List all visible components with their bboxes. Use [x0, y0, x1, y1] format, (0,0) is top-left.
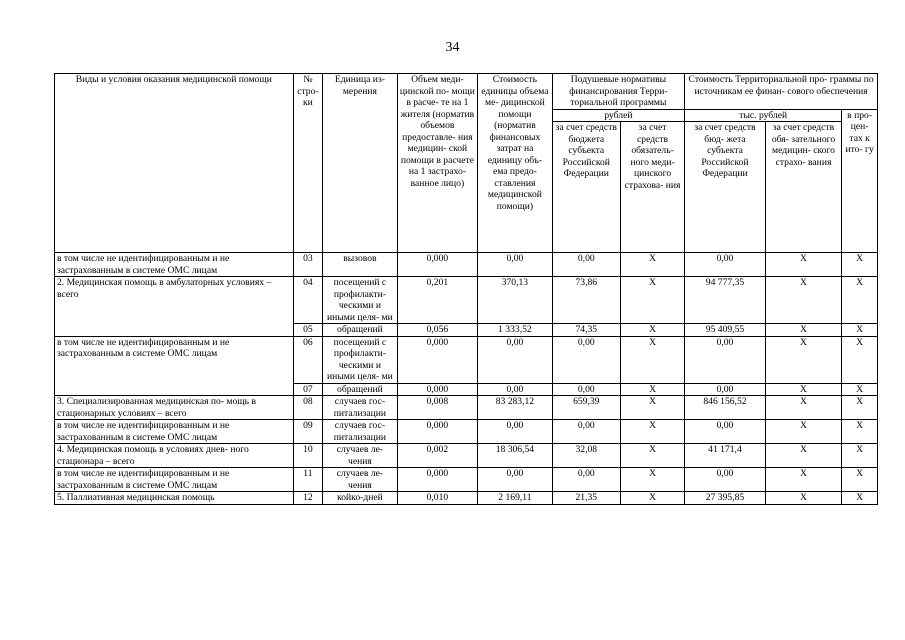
- table-row: [55, 444, 878, 468]
- header-budget: за счет средств бюджета субъекта Российской Федерации: [552, 122, 620, 253]
- cell-percent: X: [842, 277, 878, 324]
- cell-per-capita-oms: X: [620, 253, 684, 277]
- cell-cost-oms: X: [765, 383, 841, 396]
- cell-volume: 0,056: [397, 324, 478, 337]
- cell-cost-budget: 0,00: [685, 468, 766, 492]
- header-thousand-rubles: тыс. рублей: [685, 109, 842, 122]
- cell-cost-per-unit: 18 306,54: [478, 444, 552, 468]
- cell-volume: 0,002: [397, 444, 478, 468]
- cell-cost-per-unit: 0,00: [478, 383, 552, 396]
- cell-per-capita-oms: X: [620, 444, 684, 468]
- header-budget-thousand: за счет средств бюд- жета субъекта Российской Федерации: [685, 122, 766, 253]
- cell-cost-budget: 0,00: [685, 336, 766, 383]
- header-oms-thousand: за счет средств обя- зательного медицин- ского страхо- вания: [765, 122, 841, 253]
- cell-per-capita-budget: 0,00: [552, 420, 620, 444]
- cell-cost-oms: X: [765, 492, 841, 505]
- cell-line-no: 08: [293, 396, 323, 420]
- cell-cost-budget: 0,00: [685, 383, 766, 396]
- cell-cost-per-unit: 1 333,52: [478, 324, 552, 337]
- cell-per-capita-oms: X: [620, 277, 684, 324]
- cell-care-type: 5. Паллиативная медицинская помощь: [55, 492, 294, 505]
- cell-line-no: 03: [293, 253, 323, 277]
- cell-cost-oms: X: [765, 468, 841, 492]
- table-row: [55, 420, 878, 444]
- cell-unit: обращений: [323, 324, 397, 337]
- page-number: 34: [445, 40, 460, 55]
- cell-unit: вызовов: [323, 253, 397, 277]
- header-cost-per-unit: Стоимость единицы объема ме- дицинской помощи (норматив финансовых затрат на единицу объ- ема предо- ставления медицинской помощи): [478, 74, 552, 253]
- cell-line-no: 07: [293, 383, 323, 396]
- cell-line-no: 10: [293, 444, 323, 468]
- header-rubles: рублей: [552, 109, 685, 122]
- cell-volume: 0,000: [397, 383, 478, 396]
- cell-percent: X: [842, 324, 878, 337]
- cell-percent: X: [842, 396, 878, 420]
- header-volume: Объем меди- цинской по- мощи в расче- те на 1 жителя (норматив объемов предоставле- ния медицин- ской помощи в расчете на 1 застрахо- ванное лицо): [397, 74, 478, 253]
- table-row: [55, 396, 878, 420]
- cell-per-capita-budget: 0,00: [552, 468, 620, 492]
- cell-percent: X: [842, 336, 878, 383]
- cell-cost-budget: 95 409,55: [685, 324, 766, 337]
- cell-per-capita-oms: X: [620, 468, 684, 492]
- cell-care-type: в том числе не идентифицированным и не застрахованным в системе ОМС лицам: [55, 336, 294, 396]
- cell-care-type: 3. Специализированная медицинская по- мощь в стационарных условиях – всего: [55, 396, 294, 420]
- cell-per-capita-budget: 32,08: [552, 444, 620, 468]
- cell-care-type: 2. Медицинская помощь в амбулаторных условиях – всего: [55, 277, 294, 337]
- cell-care-type: в том числе не идентифицированным и не застрахованным в системе ОМС лицам: [55, 253, 294, 277]
- cell-cost-oms: X: [765, 277, 841, 324]
- cell-line-no: 04: [293, 277, 323, 324]
- cell-line-no: 12: [293, 492, 323, 505]
- cell-cost-per-unit: 0,00: [478, 420, 552, 444]
- cell-cost-oms: X: [765, 420, 841, 444]
- cell-per-capita-oms: X: [620, 492, 684, 505]
- table-row: [55, 336, 878, 383]
- cell-line-no: 09: [293, 420, 323, 444]
- cell-unit: койко-дней: [323, 492, 397, 505]
- header-program-cost: Стоимость Территориальной про- граммы по источникам ее финан- сового обеспечения: [685, 74, 878, 110]
- cell-per-capita-budget: 73,86: [552, 277, 620, 324]
- header-type: Виды и условия оказания медицинской помощи: [55, 74, 294, 253]
- cell-per-capita-budget: 74,35: [552, 324, 620, 337]
- cell-volume: 0,000: [397, 253, 478, 277]
- header-oms: за счет средств обязатель- ного меди- цинского страхова- ния: [620, 122, 684, 253]
- cell-line-no: 05: [293, 324, 323, 337]
- cell-unit: обращений: [323, 383, 397, 396]
- cell-unit: посещений с профилакти- ческими и иными целя- ми: [323, 336, 397, 383]
- cell-per-capita-budget: 659,39: [552, 396, 620, 420]
- cell-unit: посещений с профилакти- ческими и иными целя- ми: [323, 277, 397, 324]
- cell-cost-budget: 94 777,35: [685, 277, 766, 324]
- cell-care-type: 4. Медицинская помощь в условиях днев- ного стационара – всего: [55, 444, 294, 468]
- table-row: [55, 253, 878, 277]
- cell-cost-per-unit: 83 283,12: [478, 396, 552, 420]
- cell-cost-per-unit: 370,13: [478, 277, 552, 324]
- cell-percent: X: [842, 420, 878, 444]
- cell-line-no: 11: [293, 468, 323, 492]
- table-row: [55, 468, 878, 492]
- cell-per-capita-budget: 21,35: [552, 492, 620, 505]
- cell-per-capita-budget: 0,00: [552, 253, 620, 277]
- cell-unit: случаев ле- чения: [323, 444, 397, 468]
- cell-per-capita-oms: X: [620, 420, 684, 444]
- cell-per-capita-budget: 0,00: [552, 383, 620, 396]
- cell-cost-per-unit: 2 169,11: [478, 492, 552, 505]
- cell-unit: случаев ле- чения: [323, 468, 397, 492]
- cell-percent: X: [842, 468, 878, 492]
- cell-unit: случаев гос- питализации: [323, 420, 397, 444]
- cell-per-capita-oms: X: [620, 324, 684, 337]
- table-row: [55, 492, 878, 505]
- header-unit: Единица из- мерения: [323, 74, 397, 253]
- cell-cost-budget: 846 156,52: [685, 396, 766, 420]
- cell-volume: 0,000: [397, 468, 478, 492]
- cell-percent: X: [842, 444, 878, 468]
- table-row: [55, 277, 878, 324]
- header-per-capita: Подушевые нормативы финансирования Терри- ториальной программы: [552, 74, 685, 110]
- cell-volume: 0,201: [397, 277, 478, 324]
- cell-cost-budget: 0,00: [685, 420, 766, 444]
- cell-cost-per-unit: 0,00: [478, 336, 552, 383]
- cell-cost-per-unit: 0,00: [478, 253, 552, 277]
- cell-cost-oms: X: [765, 253, 841, 277]
- cell-volume: 0,010: [397, 492, 478, 505]
- cell-line-no: 06: [293, 336, 323, 383]
- cell-cost-oms: X: [765, 336, 841, 383]
- cell-volume: 0,000: [397, 336, 478, 383]
- cell-volume: 0,008: [397, 396, 478, 420]
- cell-per-capita-oms: X: [620, 396, 684, 420]
- cell-per-capita-oms: X: [620, 336, 684, 383]
- cell-cost-oms: X: [765, 324, 841, 337]
- cell-cost-budget: 41 171,4: [685, 444, 766, 468]
- cell-unit: случаев гос- питализации: [323, 396, 397, 420]
- header-line-no: № стро- ки: [293, 74, 323, 253]
- cell-care-type: в том числе не идентифицированным и не застрахованным в системе ОМС лицам: [55, 468, 294, 492]
- funding-table: [54, 73, 878, 505]
- header-in-percent: в про- цен- тах к ито- гу: [842, 109, 878, 253]
- cell-percent: X: [842, 253, 878, 277]
- cell-per-capita-oms: X: [620, 383, 684, 396]
- cell-percent: X: [842, 383, 878, 396]
- cell-per-capita-budget: 0,00: [552, 336, 620, 383]
- cell-cost-oms: X: [765, 444, 841, 468]
- cell-care-type: в том числе не идентифицированным и не застрахованным в системе ОМС лицам: [55, 420, 294, 444]
- cell-cost-oms: X: [765, 396, 841, 420]
- cell-volume: 0,000: [397, 420, 478, 444]
- cell-cost-budget: 27 395,85: [685, 492, 766, 505]
- cell-percent: X: [842, 492, 878, 505]
- cell-cost-per-unit: 0,00: [478, 468, 552, 492]
- cell-cost-budget: 0,00: [685, 253, 766, 277]
